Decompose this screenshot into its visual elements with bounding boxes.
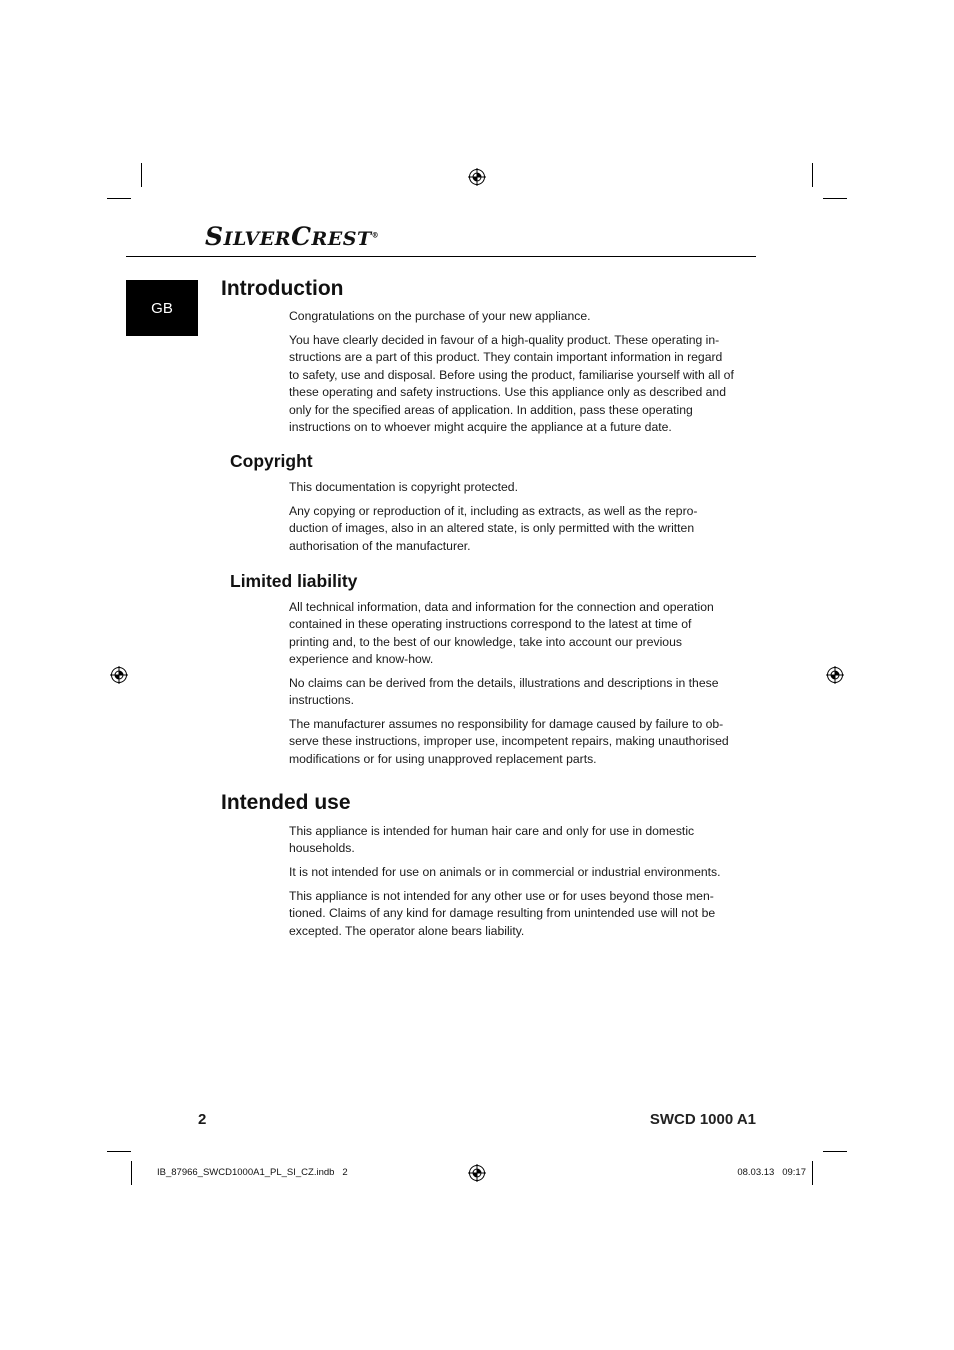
- language-tab: [126, 280, 198, 336]
- registration-mark-icon: [468, 168, 486, 186]
- language-tab-label: GB: [151, 299, 173, 317]
- page-number: 2: [198, 1111, 207, 1128]
- introduction-heading: Introduction: [221, 277, 344, 300]
- crop-mark-bottom-left-vertical: [131, 1161, 132, 1185]
- crop-mark-bottom-right-horizontal: [823, 1151, 847, 1152]
- limited-liability-paragraph: No claims can be derived from the details, illustrations and descriptions in these instructions.: [289, 676, 719, 708]
- model-number: SWCD 1000 A1: [649, 1111, 756, 1128]
- limited-liability-heading: Limited liability: [230, 571, 358, 591]
- crop-mark-bottom-left-horizontal: [107, 1151, 131, 1152]
- registration-mark-icon: [826, 666, 844, 684]
- crop-mark-bottom-right-vertical: [812, 1161, 813, 1185]
- limited-liability-paragraph: The manufacturer assumes no responsibility for damage caused by failure to ob-serve these instructions, improper use, incompetent repairs, making unauthorised modifications or for using unapproved replacement parts.: [289, 717, 729, 766]
- print-slug-datetime: 08.03.13 09:17: [737, 1167, 806, 1178]
- introduction-paragraph: Congratulations on the purchase of your new appliance.: [289, 309, 591, 323]
- registration-mark-icon: [110, 666, 128, 684]
- copyright-paragraph: This documentation is copyright protected.: [289, 480, 518, 494]
- copyright-paragraph: Any copying or reproduction of it, including as extracts, as well as the repro-duction of images, also in an altered state, is only permitted with the written authorisation of the manufacturer.: [289, 504, 698, 553]
- crop-mark-top-left-vertical: [141, 163, 142, 187]
- limited-liability-paragraph: All technical information, data and information for the connection and operation contained in these operating instructions correspond to the latest at time of printing and, to the best of our knowledge, take into account our previous experience and know-how.: [289, 600, 714, 667]
- registration-mark-icon: [468, 1164, 486, 1182]
- print-slug-file: IB_87966_SWCD1000A1_PL_SI_CZ.indb 2: [157, 1167, 348, 1178]
- crop-mark-top-left-horizontal: [107, 198, 131, 199]
- header-rule: [126, 256, 756, 257]
- intended-use-paragraph: This appliance is intended for human hair care and only for use in domestic households.: [289, 824, 695, 856]
- intended-use-paragraph: This appliance is not intended for any other use or for uses beyond those men-tioned. Claims of any kind for damage resulting from unintended use will not be excepted. The operator alone bears liability.: [289, 889, 716, 938]
- intended-use-heading: Intended use: [221, 791, 351, 814]
- brand-logo: SILVERCREST®: [205, 222, 380, 251]
- crop-mark-top-right-horizontal: [823, 198, 847, 199]
- introduction-paragraph: You have clearly decided in favour of a high-quality product. These operating in-structions are a part of this product. They contain important information in regard to safety, use and disposal. Before using the product, familiarise yourself with all of these operating and safety instructions. Use this appliance only as described and only for the specified areas of application. In addition, pass these operating instructions on to whoever might acquire the appliance at a future date.: [289, 333, 734, 435]
- crop-mark-top-right-vertical: [812, 163, 813, 187]
- intended-use-paragraph: It is not intended for use on animals or in commercial or industrial environments.: [289, 865, 721, 879]
- copyright-heading: Copyright: [230, 451, 313, 471]
